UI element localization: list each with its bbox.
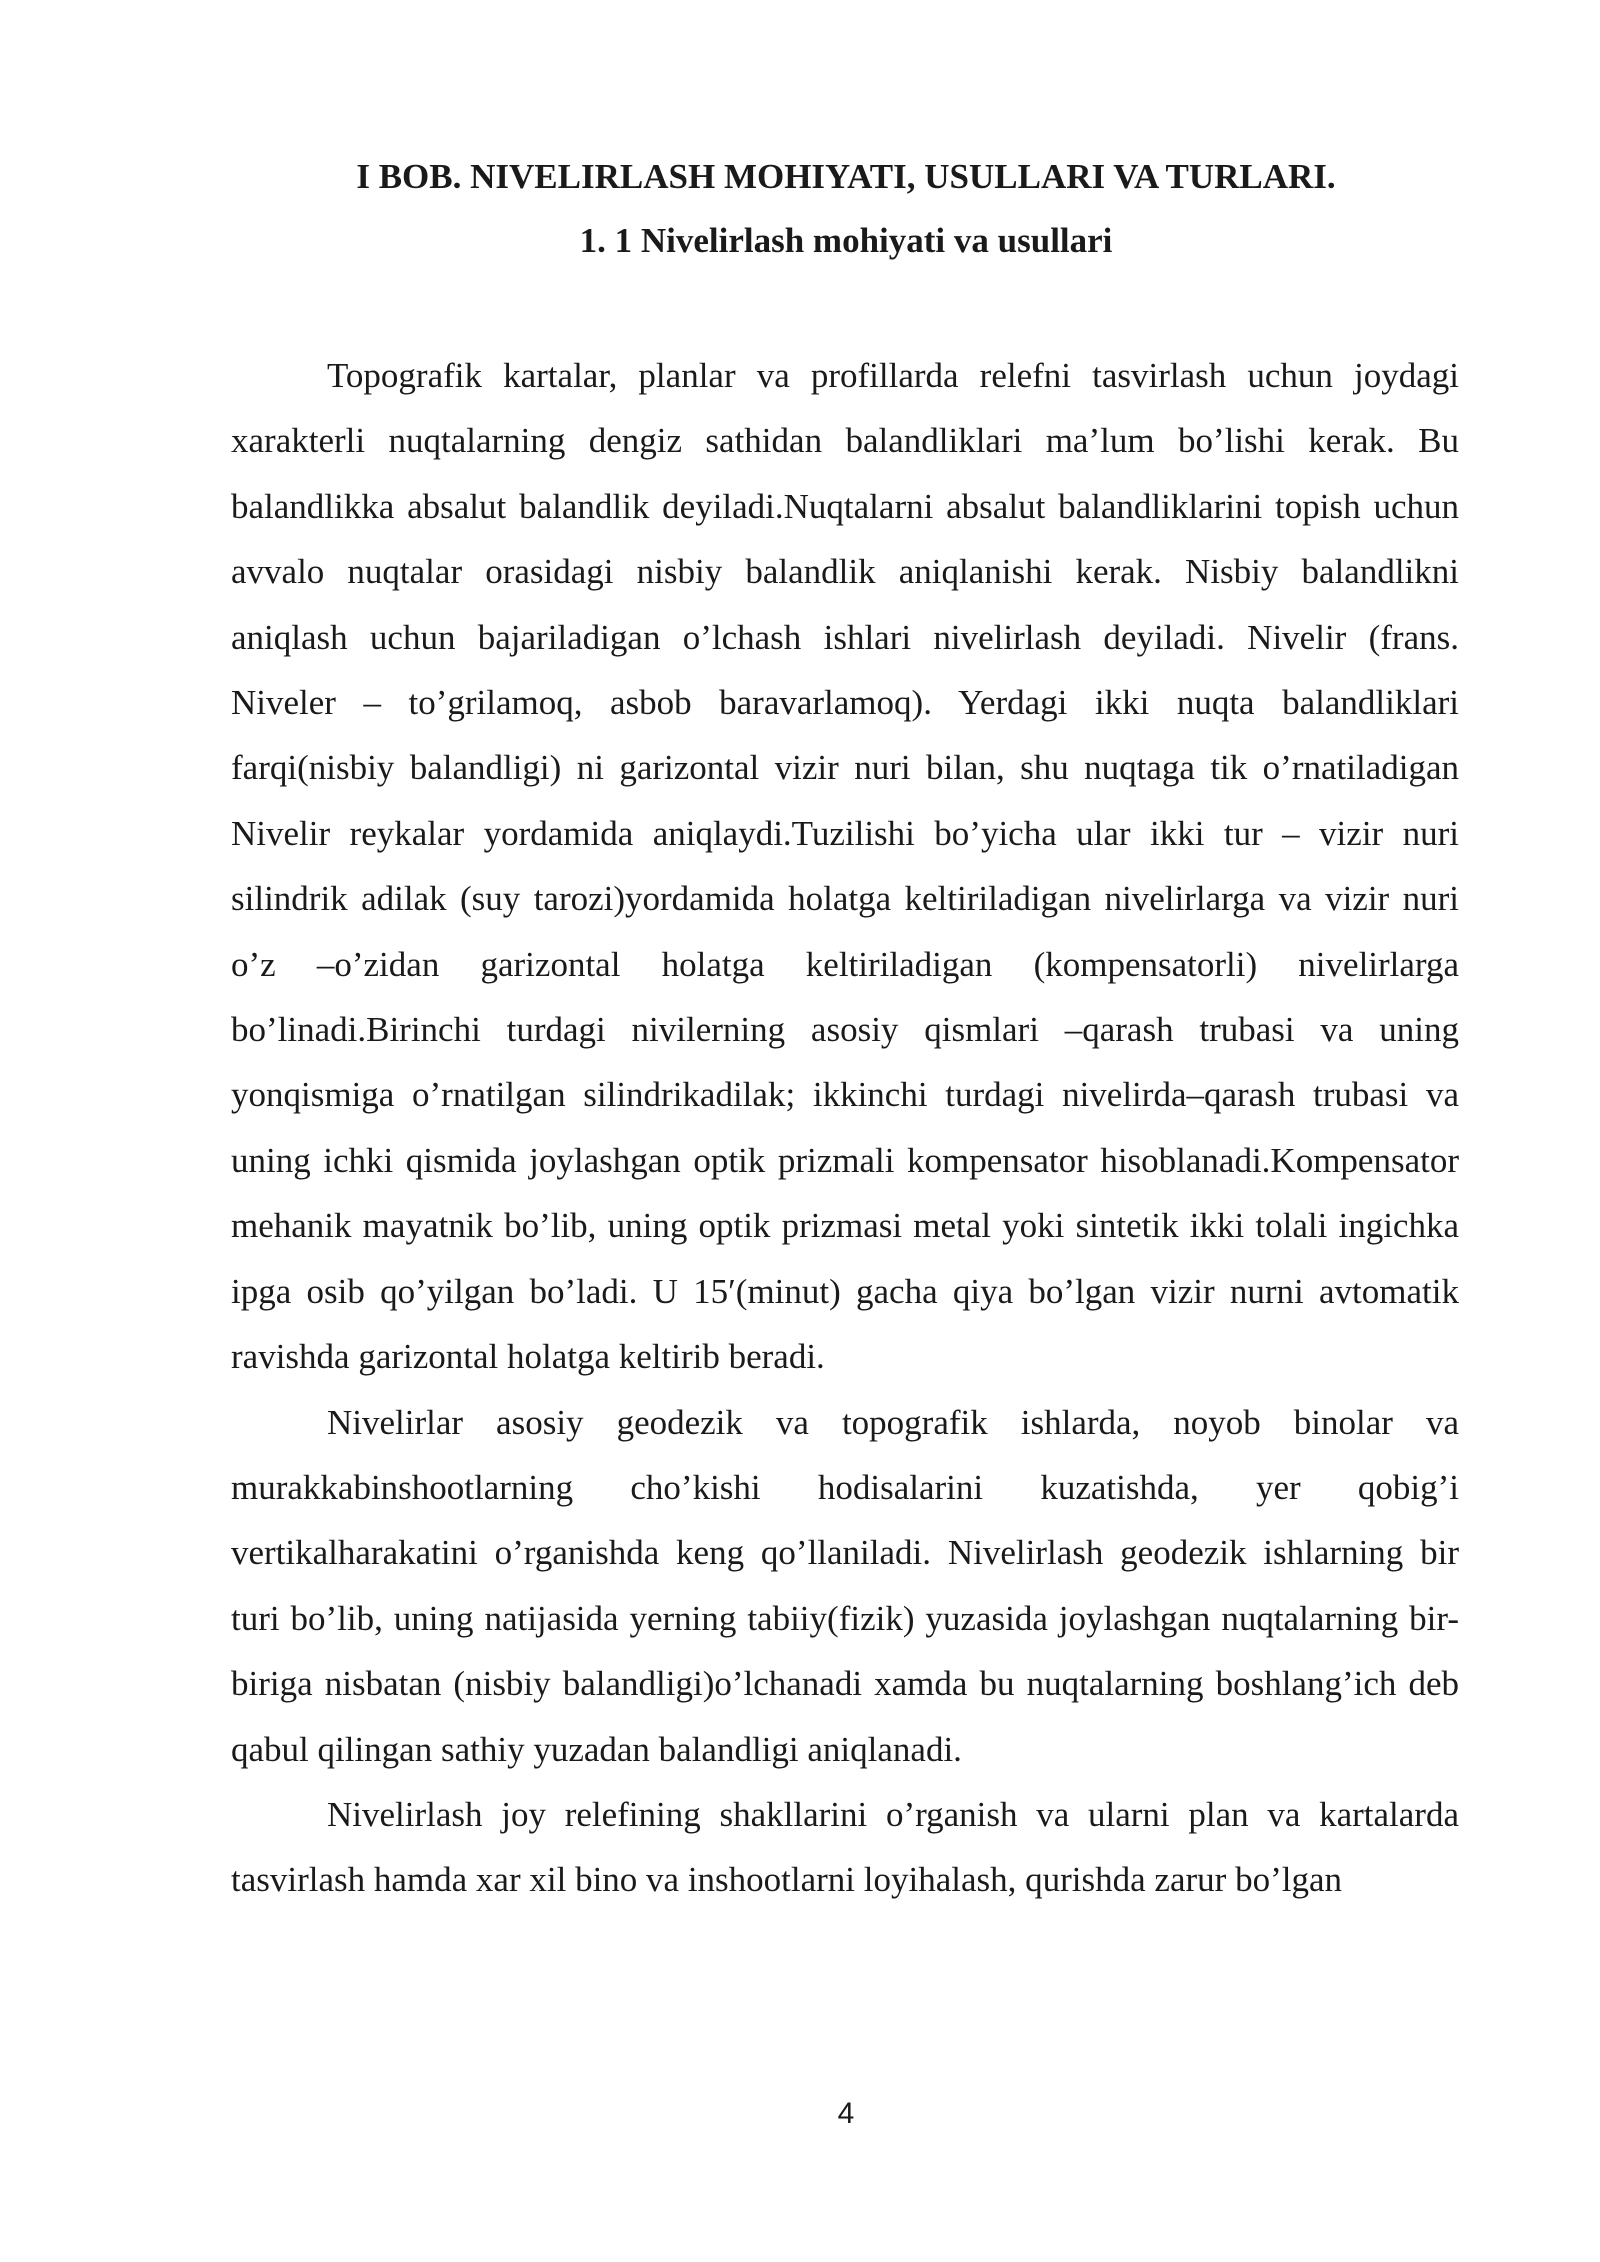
chapter-title: I BOB. NIVELIRLASH MOHIYATI, USULLARI VA TURLARI. (356, 157, 1336, 196)
page-number: 4 (837, 2097, 855, 2130)
body-text (231, 343, 1459, 1913)
paragraph: Topografik kartalar, planlar va profillarda relefni tasvirlash uchun joydagi xarakterli nuqtalarning dengiz sathidan balandliklari ma’lum bo’lishi kerak. Bu balandlikka absalut balandlik deyiladi.Nuqtalarni absalut balandliklarini topish uchun avvalo nuqtalar orasidagi nisbiy balandlik aniqlanishi kerak. Nisbiy balandlikni aniqlash uchun bajariladigan o’lchash ishlari nivelirlash deyiladi. Nivelir (frans. Niveler – to’grilamoq, asbob baravarlamoq). Yerdagi ikki nuqta balandliklari farqi(nisbiy balandligi) ni garizontal vizir nuri bilan, shu nuqtaga tik o’rnatiladigan Nivelir reykalar yordamida aniqlaydi.Tuzilishi bo’yicha ular ikki tur – vizir nuri silindrik adilak (suy tarozi)yordamida holatga keltiriladigan nivelirlarga va vizir nuri o’z –o’zidan garizontal holatga keltiriladigan (kompensatorli) nivelirlarga bo’linadi.Birinchi turdagi nivilerning asosiy qismlari –qarash trubasi va uning yonqismiga o’rnatilgan silindrikadilak; ikkinchi turdagi nivelirda–qarash trubasi va uning ichki qismida joylashgan optik prizmali kompensator hisoblanadi.Kompensator mehanik mayatnik bo’lib, uning optik prizmasi metal yoki sintetik ikki tolali ingichka ipga osib qo’yilgan bo’ladi. U 15′(minut) gacha qiya bo’lgan vizir nurni avtomatik ravishda garizontal holatga keltirib beradi. (231, 356, 1459, 1377)
section-title: 1. 1 Nivelirlash mohiyati va usullari (579, 221, 1113, 260)
paragraph: Nivelirlash joy relefining shakllarini o’rganish va ularni plan va kartalarda tasvirlash hamda xar xil bino va inshootlarni loyihalash, qurishda zarur bo’lgan (231, 1794, 1459, 1900)
paragraph: Nivelirlar asosiy geodezik va topografik ishlarda, noyob binolar va murakkabinshootlarning cho’kishi hodisalarini kuzatishda, yer qobig’i vertikalharakatini o’rganishda keng qo’llaniladi. Nivelirlash geodezik ishlarning bir turi bo’lib, uning natijasida yerning tabiiy(fizik) yuzasida joylashgan nuqtalarning bir-biriga nisbatan (nisbiy balandligi)o’lchanadi xamda bu nuqtalarning boshlang’ich deb qabul qilingan sathiy yuzadan balandligi aniqlanadi. (231, 1402, 1459, 1769)
